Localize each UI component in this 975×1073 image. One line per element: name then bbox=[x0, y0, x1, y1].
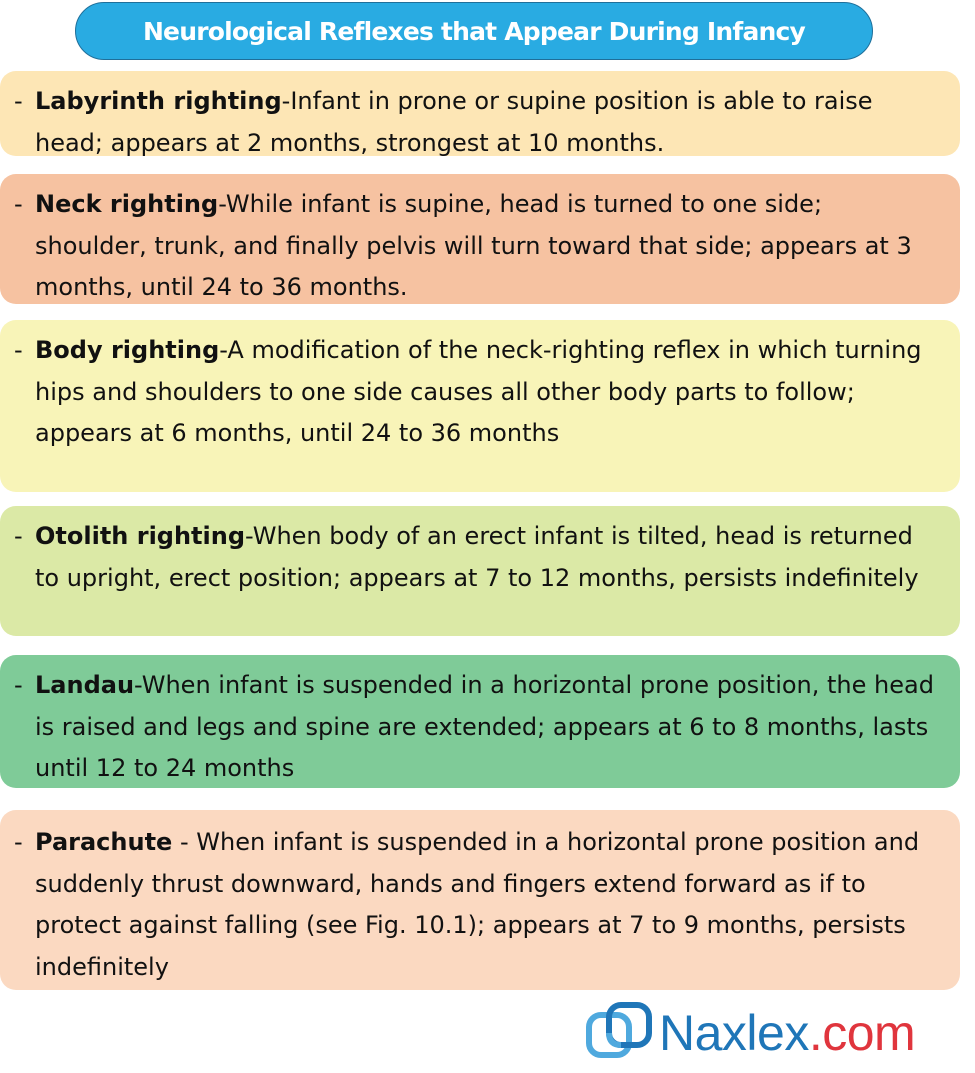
reflex-content bbox=[35, 81, 944, 156]
title-banner bbox=[75, 2, 873, 60]
bullet-dash: - bbox=[14, 190, 23, 218]
reflex-content bbox=[35, 516, 944, 636]
naxlex-logo bbox=[585, 998, 915, 1068]
bullet-dash: - bbox=[14, 671, 23, 699]
reflex-term: Body righting bbox=[35, 336, 220, 364]
reflex-term: Landau bbox=[35, 671, 135, 699]
reflex-card-otolith-righting bbox=[0, 506, 960, 636]
reflex-description: While infant is supine, head is turned to one side; shoulder, trunk, and finally pelvis will turn toward that side; appears at 3 months, until 24 to 36 months. bbox=[35, 190, 912, 301]
reflex-card-parachute bbox=[0, 810, 960, 990]
reflex-description: Infant in prone or supine position is able to raise head; appears at 2 months, strongest at 10 months. bbox=[35, 87, 873, 157]
reflex-term: Parachute bbox=[35, 828, 173, 856]
page-title: Neurological Reflexes that Appear During Infancy bbox=[142, 16, 806, 46]
logo-name: Naxlex bbox=[659, 1005, 809, 1061]
logo-tld: .com bbox=[808, 1005, 916, 1061]
reflex-separator: - bbox=[134, 671, 142, 699]
interlocking-rounded-squares-icon bbox=[585, 999, 653, 1067]
reflex-term: Labyrinth righting bbox=[35, 87, 282, 115]
reflex-separator: - bbox=[172, 828, 197, 856]
reflex-content bbox=[35, 330, 944, 492]
reflex-term: Neck righting bbox=[35, 190, 219, 218]
bullet-dash: - bbox=[14, 87, 23, 115]
reflex-separator: - bbox=[281, 87, 291, 115]
reflex-content bbox=[35, 822, 944, 990]
reflex-separator: - bbox=[218, 190, 226, 218]
bullet-dash: - bbox=[14, 336, 23, 364]
reflex-card-landau bbox=[0, 655, 960, 788]
reflex-content bbox=[35, 184, 944, 304]
logo-wordmark bbox=[659, 1005, 916, 1061]
reflex-card-neck-righting bbox=[0, 174, 960, 304]
reflex-description: When infant is suspended in a horizontal prone position, the head is raised and legs and spine are extended; appears at 6 to 8 months, lasts until 12 to 24 months bbox=[35, 671, 934, 782]
reflex-term: Otolith righting bbox=[35, 522, 246, 550]
reflex-separator: - bbox=[245, 522, 253, 550]
bullet-dash: - bbox=[14, 522, 23, 550]
reflex-content bbox=[35, 665, 944, 788]
reflex-card-body-righting bbox=[0, 320, 960, 492]
reflex-description: When body of an erect infant is tilted, head is returned to upright, erect position; appears at 7 to 12 months, persists indefinitely bbox=[35, 522, 919, 592]
reflex-description: A modification of the neck-righting reflex in which turning hips and shoulders to one side causes all other body parts to follow; appears at 6 months, until 24 to 36 months bbox=[35, 336, 922, 447]
reflex-card-labyrinth-righting bbox=[0, 71, 960, 156]
reflex-separator: - bbox=[219, 336, 228, 364]
bullet-dash: - bbox=[14, 828, 23, 856]
reflex-description: When infant is suspended in a horizontal prone position and suddenly thrust downward, hands and fingers extend forward as if to protect against falling (see Fig. 10.1); appears at 7 to 9 months, persists indefinitely bbox=[35, 828, 920, 981]
